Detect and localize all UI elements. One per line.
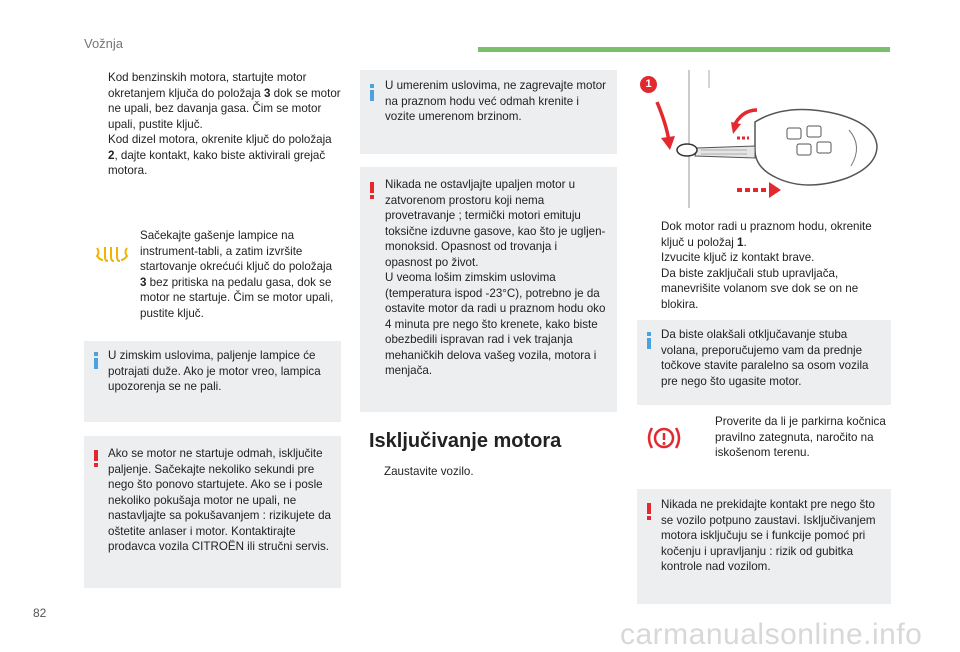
section-title-engine-off: Isključivanje motora [369, 430, 562, 452]
warning-icon [647, 503, 652, 520]
warning-icon [370, 182, 375, 199]
column-1-bullets [89, 70, 341, 179]
bullet-remove-key: Izvucite ključ iz kontakt brave. [661, 251, 815, 264]
ignition-key-figure [637, 66, 891, 212]
warning-box-starter-text: Ako se motor ne startuje odmah, isključite paljenje. Sačekajte nekoliko sekundi pre nego što ponovo startujete. Ako se i posle nekoliko pokušaja motor ne upali, ne nastavljajte sa pokušavanjem : rizikujete da oštetite anlaser i motor. Kontaktirajte prodavca vozila CITROËN ili stručni servis. [108, 447, 331, 553]
parking-brake-icon [646, 424, 682, 452]
info-box-temperate-text: U umerenim uslovima, ne zagrevajte motor na praznom hodu već odmah krenite i vozite umerenom brzinom. [385, 79, 607, 123]
watermark: carmanualsonline.info [620, 618, 923, 651]
bullet-stop-vehicle: Zaustavite vozilo. [384, 465, 474, 478]
info-icon [647, 332, 652, 349]
column-3-bullets [642, 219, 888, 312]
page-number: 82 [33, 606, 47, 620]
header-accent-bar [478, 47, 890, 52]
warning-icon [94, 450, 99, 467]
parking-brake-note: Proverite da li je parkirna kočnica pravilno zategnuta, naročito na iskošenom terenu. [715, 415, 886, 459]
glow-plug-note: Sačekajte gašenje lampice na instrument-tabli, a zatim izvršite startovanje okrećući ključ do položaja 3 bez pritiska na pedalu gasa, dok se motor ne startuje. Čim se motor upali, pustite ključ. [140, 229, 334, 320]
info-icon [94, 352, 99, 369]
warning-box-ignition-text: Nikada ne prekidajte kontakt pre nego što se vozilo potpuno zaustavi. Isključivanjem motora isključuju se i funkcije pomoć pri kočenju i upravljanju : rizik od gubitka kontrole nad vozilom. [661, 498, 876, 573]
bullet-diesel-start: Kod dizel motora, okrenite ključ do položaja 2, dajte kontakt, kako biste aktivirali grejač motora. [108, 133, 332, 177]
glow-plug-icon [95, 244, 129, 264]
bullet-lock-steering: Da biste zaključali stub upravljača, manevrišite volanom sve dok se on ne blokira. [661, 266, 859, 311]
bullet-key-position: Dok motor radi u praznom hodu, okrenite ključ u položaj 1. [661, 220, 872, 249]
info-icon [370, 84, 375, 101]
section-header: Vožnja [84, 36, 124, 51]
step-badge: 1 [640, 76, 657, 93]
info-box-winter-text: U zimskim uslovima, paljenje lampice će potrajati duže. Ako je motor vreo, lampica upozorenja se ne pali. [108, 349, 321, 393]
info-box-steering-text: Da biste olakšali otključavanje stuba volana, preporučujemo vam da prednje točkove stavite paralelno sa osom vozila pre nego što ugasite motor. [661, 328, 869, 388]
bullet-petrol-start: Kod benzinskih motora, startujte motor okretanjem ključa do položaja 3 dok se motor ne upali, bez davanja gasa. Čim se motor upali, pustite ključ. [108, 71, 341, 131]
warning-box-exhaust-text: Nikada ne ostavljajte upaljen motor u zatvorenom prostoru koji nema provetravanje ; termički motori emituju toksične izduvne gasove, kao što je ugljen-monoksid. Opasnost od trovanja i opasnost po život. U veoma lošim zimskim uslovima (temperatura ispod -23°C), potrebno je da ostavite motor da radi u praznom hodu oko 4 minuta pre nego što krenete, kako biste obezbedili ispravan rad i vek trajanja mehaničkih delova vašeg vozila, motora i menjača. [385, 178, 606, 377]
